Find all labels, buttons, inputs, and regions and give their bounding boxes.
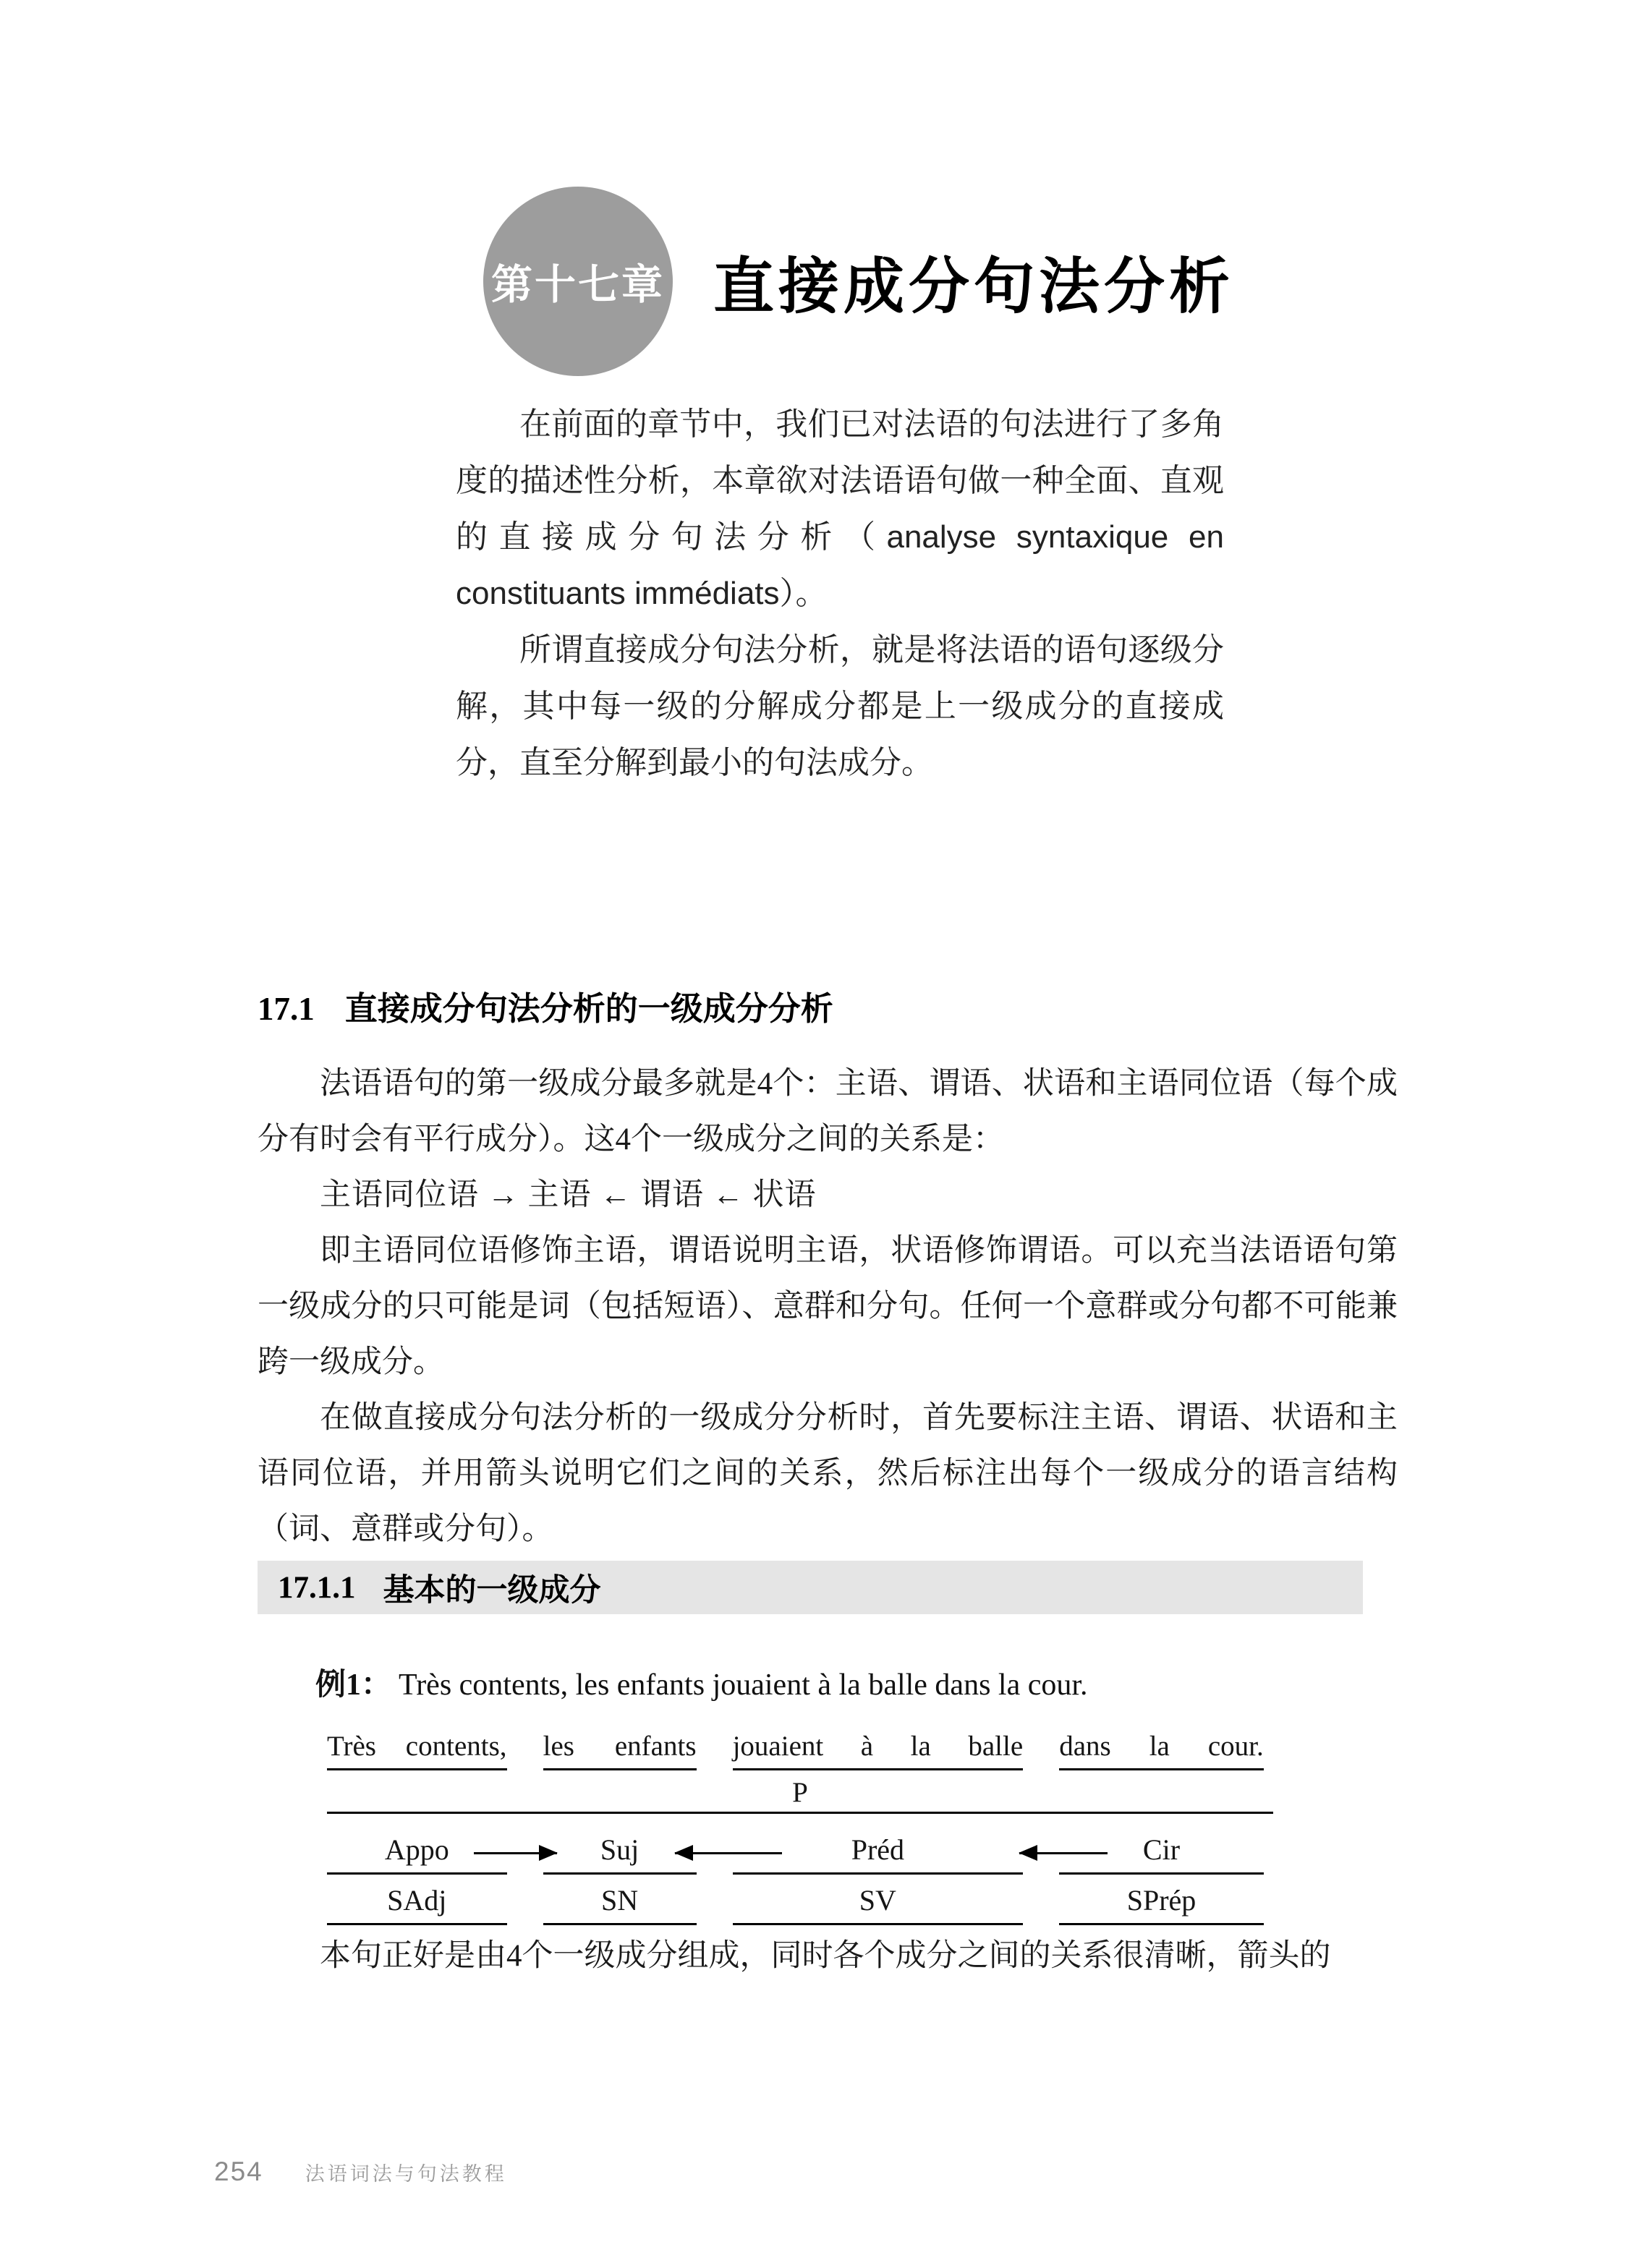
segment-predicat bbox=[733, 1730, 1024, 1770]
body-paragraph: 即主语同位语修饰主语，谓语说明主语，状语修饰谓语。可以充当法语语句第一级成分的只可能是词（包括短语）、意群和分句。任何一个意群或分句都不可能兼跨一级成分。 bbox=[258, 1234, 1398, 1379]
chapter-header bbox=[483, 187, 1234, 376]
chapter-title: 直接成分句法分析 bbox=[713, 252, 1235, 320]
role-label: Appo bbox=[384, 1833, 449, 1866]
segment-appo bbox=[327, 1730, 507, 1770]
structure-sadj bbox=[327, 1883, 507, 1925]
structures-row bbox=[327, 1883, 1273, 1925]
word: balle bbox=[968, 1731, 1024, 1762]
example-label: 例1： bbox=[315, 1668, 392, 1702]
intro-paragraph: 所谓直接成分句法分析，就是将法语的语句逐级分解，其中每一级的分解成分都是上一级成分的直接成分，直至分解到最小的句法成分。 bbox=[456, 632, 1224, 780]
phrase-level-row bbox=[327, 1772, 1273, 1814]
word: la bbox=[1149, 1731, 1170, 1762]
roles-row bbox=[327, 1833, 1273, 1875]
book-title: 法语词法与句法教程 bbox=[305, 2163, 507, 2185]
segment-circonstanciel bbox=[1059, 1730, 1264, 1770]
structure-label: SN bbox=[600, 1884, 639, 1917]
role-label: Suj bbox=[600, 1833, 639, 1866]
body-text bbox=[258, 1056, 1398, 1557]
structure-sv bbox=[733, 1883, 1024, 1925]
subsection-heading bbox=[258, 1561, 1363, 1614]
role-label: Cir bbox=[1142, 1833, 1181, 1866]
role-suj bbox=[543, 1833, 697, 1875]
relation-formula: 主语同位语 → 主语 ← 谓语 ← 状语 bbox=[320, 1178, 817, 1212]
intro-paragraph: 在前面的章节中，我们已对法语的句法进行了多角度的描述性分析，本章欲对法语语句做一种全面、直观的直接成分句法分析（analyse syntaxique en constituants immédiats）。 bbox=[456, 406, 1224, 611]
section-heading bbox=[258, 982, 833, 1029]
role-label: Préd bbox=[851, 1833, 905, 1866]
arrow-left-icon bbox=[1019, 1852, 1108, 1854]
closing-paragraph: 本句正好是由4个一级成分组成，同时各个成分之间的关系很清晰，箭头的 bbox=[320, 1939, 1331, 1973]
arrow-right-icon bbox=[474, 1852, 557, 1854]
word: cour. bbox=[1207, 1731, 1264, 1762]
body-paragraph: 在做直接成分句法分析的一级成分分析时，首先要标注主语、谓语、状语和主语同位语，并用箭头说明它们之间的关系，然后标注出每个一级成分的语言结构（词、意群或分句）。 bbox=[258, 1401, 1398, 1546]
chapter-badge-label: 第十七章 bbox=[491, 262, 665, 308]
section-title: 直接成分句法分析的一级成分分析 bbox=[344, 991, 833, 1027]
arrow-left-icon bbox=[675, 1852, 782, 1854]
page-footer bbox=[214, 2157, 507, 2187]
subsection-number: 17.1.1 bbox=[278, 1570, 356, 1605]
page-number: 254 bbox=[214, 2157, 263, 2186]
word: dans bbox=[1059, 1731, 1111, 1762]
structure-label: SV bbox=[859, 1884, 896, 1917]
sentence-segments-row bbox=[327, 1730, 1273, 1770]
chapter-badge bbox=[483, 187, 673, 376]
word: contents, bbox=[405, 1731, 507, 1762]
structure-label: SAdj bbox=[387, 1884, 447, 1917]
body-paragraph: 法语语句的第一级成分最多就是4个：主语、谓语、状语和主语同位语（每个成分有时会有平行成分）。这4个一级成分之间的关系是： bbox=[258, 1067, 1398, 1156]
chapter-intro bbox=[456, 396, 1224, 791]
structure-sn bbox=[543, 1883, 697, 1925]
phrase-label: P bbox=[792, 1777, 808, 1808]
structure-label: SPrép bbox=[1126, 1884, 1197, 1917]
example-line bbox=[315, 1660, 1088, 1704]
word: enfants bbox=[614, 1731, 697, 1762]
example-sentence: Très contents, les enfants jouaient à la balle dans la cour. bbox=[399, 1668, 1088, 1702]
word: Très bbox=[327, 1731, 376, 1762]
word: à bbox=[860, 1731, 874, 1762]
constituent-diagram bbox=[327, 1730, 1273, 1925]
word: la bbox=[910, 1731, 931, 1762]
section-number: 17.1 bbox=[258, 991, 315, 1027]
word: jouaient bbox=[732, 1731, 824, 1762]
segment-sujet bbox=[543, 1730, 697, 1770]
subsection-title: 基本的一级成分 bbox=[383, 1573, 601, 1608]
word: les bbox=[543, 1731, 574, 1762]
structure-sprep bbox=[1059, 1883, 1264, 1925]
